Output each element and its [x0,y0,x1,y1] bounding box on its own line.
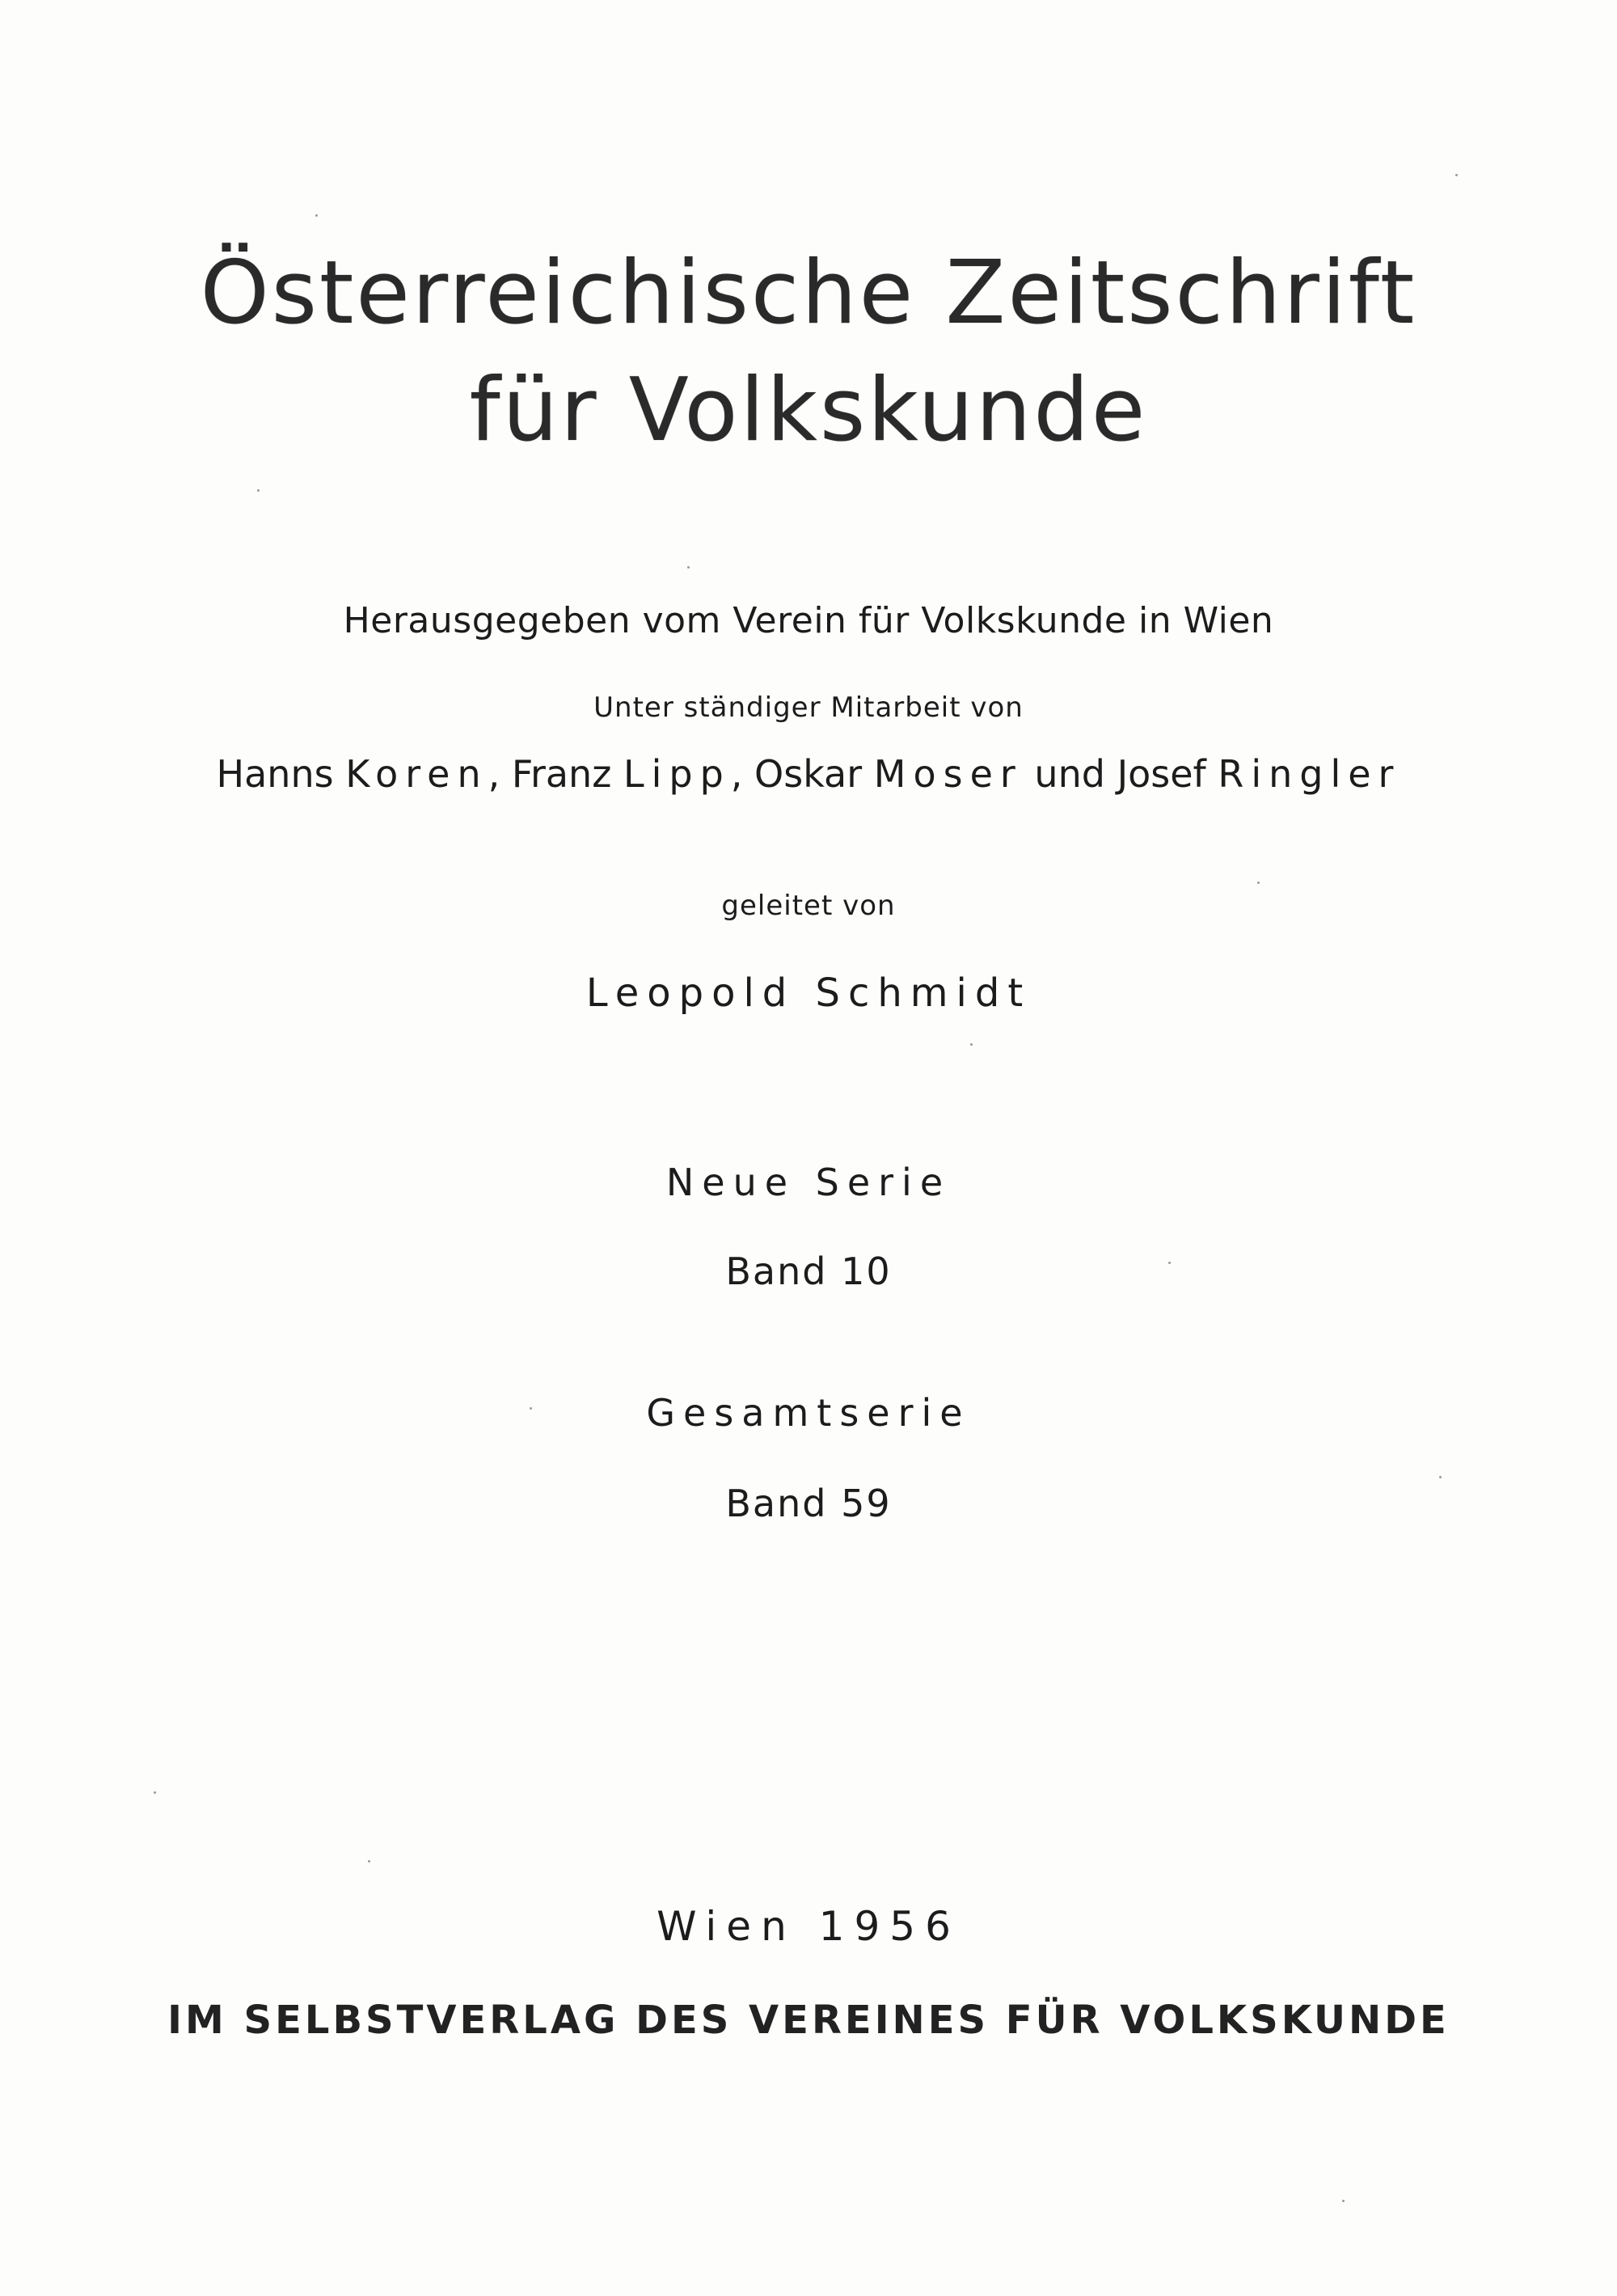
collaborator-first-name: Josef [1117,752,1206,796]
scan-speck [1342,2200,1345,2202]
collaborator-separator: und [1022,752,1117,796]
place-and-year: Wien 1956 [657,1903,960,1950]
collaboration-intro: Unter ständiger Mitarbeit von [593,691,1024,724]
series-volume: Band 10 [725,1249,892,1293]
editor-name: Leopold Schmidt [585,970,1032,1016]
scan-speck [970,1043,973,1046]
collaborator-last-name: Lipp [623,752,731,796]
series-label: Neue Serie [665,1161,952,1204]
journal-title-line-1: Österreichische Zeitschrift [200,243,1417,344]
scan-speck [154,1791,156,1794]
editorship-intro: geleitet von [721,890,896,922]
scan-speck [687,566,690,569]
collaborators-list [0,752,1617,796]
collaborator-first-name: Franz [511,752,612,796]
scan-speck [1257,882,1260,884]
scan-speck [1455,174,1458,176]
scan-speck [368,1860,370,1863]
scan-speck [530,1407,532,1410]
imprint-statement: IM SELBSTVERLAG DES VEREINES FÜR VOLKSKUNDE [167,1998,1450,2043]
scan-speck [257,489,260,492]
scan-speck [315,214,318,217]
collaborator-last-name: Moser [873,752,1023,796]
total-series-volume: Band 59 [725,1482,892,1525]
scan-speck [1168,1262,1171,1264]
total-series-label: Gesamtserie [646,1391,971,1435]
collaborator-first-name: Hanns [216,752,334,796]
collaborator-separator: , [488,752,512,796]
collaborator-last-name: Ringler [1218,752,1401,796]
collaborator-separator: , [730,752,755,796]
collaborator-last-name: Koren [345,752,488,796]
publisher-statement: Herausgegeben vom Verein für Volkskunde in Wien [343,600,1274,641]
collaborator-first-name: Oskar [754,752,863,796]
journal-title-line-2: für Volkskunde [469,360,1148,461]
scan-speck [1439,1476,1442,1478]
